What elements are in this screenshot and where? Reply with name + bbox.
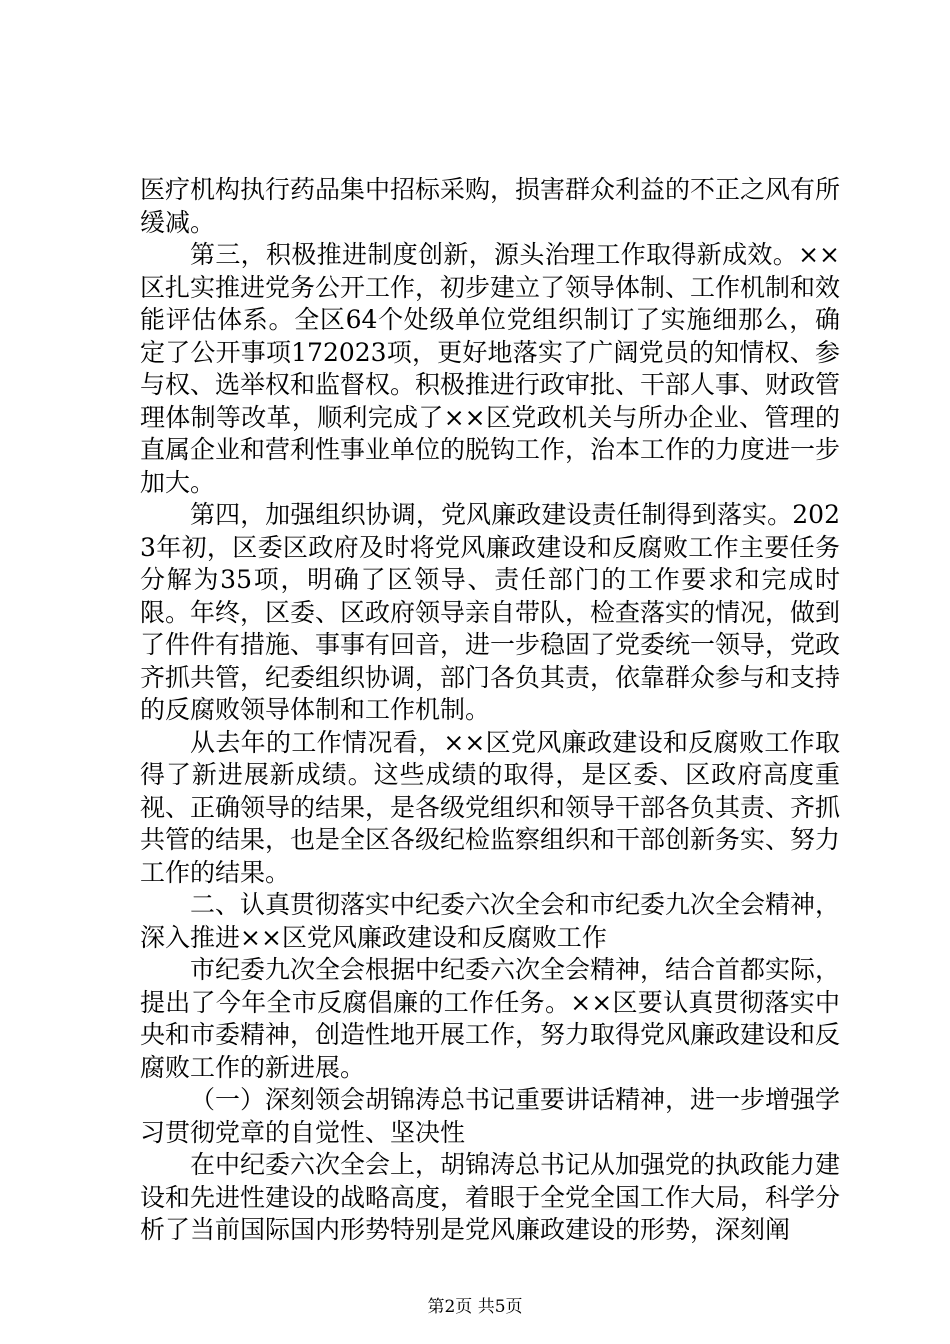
paragraph-6: 在中纪委六次全会上，胡锦涛总书记从加强党的执政能力建设和先进性建设的战略高度，着眼于全党全国工作大局，科学分析了当前国际国内形势特别是党风廉政建设的形势，深刻阐 bbox=[140, 1150, 841, 1244]
document-body bbox=[140, 174, 840, 1247]
paragraph-1: 医疗机构执行药品集中招标采购，损害群众利益的不正之风有所缓减。 bbox=[140, 175, 841, 237]
paragraph-3: 第四，加强组织协调，党风廉政建设责任制得到落实。2023年初，区委区政府及时将党风廉政建设和反腐败工作主要任务分解为35项，明确了区领导、责任部门的工作要求和完成时限。年终，区委、区政府领导亲自带队，检查落实的情况，做到了件件有措施、事事有回音，进一步稳固了党委统一领导，党政齐抓共管，纪委组织协调，部门各负其责，依靠群众参与和支持的反腐败领导体制和工作机制。 bbox=[140, 500, 841, 724]
paragraph-2: 第三，积极推进制度创新，源头治理工作取得新成效。××区扎实推进党务公开工作，初步建立了领导体制、工作机制和效能评估体系。全区64个处级单位党组织制订了实施细那么，确定了公开事项172023项，更好地落实了广阔党员的知情权、参与权、选举权和监督权。积极推进行政审批、干部人事、财政管理体制等改革，顺利完成了××区党政机关与所办企业、管理的直属企业和营利性事业单位的脱钩工作，治本工作的力度进一步加大。 bbox=[140, 240, 841, 497]
paragraph-5: 市纪委九次全会根据中纪委六次全会精神，结合首都实际，提出了今年全市反腐倡廉的工作任务。××区要认真贯彻落实中央和市委精神，创造性地开展工作，努力取得党风廉政建设和反腐败工作的新进展。 bbox=[140, 955, 841, 1082]
section-heading-2: 二、认真贯彻落实中纪委六次全会和市纪委九次全会精神，深入推进××区党风廉政建设和反腐败工作 bbox=[140, 890, 841, 952]
paragraph-4: 从去年的工作情况看，××区党风廉政建设和反腐败工作取得了新进展新成绩。这些成绩的取得，是区委、区政府高度重视、正确领导的结果，是各级党组织和领导干部各负其责、齐抓共管的结果，也是全区各级纪检监察组织和干部创新务实、努力工作的结果。 bbox=[140, 727, 841, 887]
page-footer: 第2页 共5页 bbox=[427, 1297, 523, 1317]
subsection-heading-1: （一）深刻领会胡锦涛总书记重要讲话精神，进一步增强学习贯彻党章的自觉性、坚决性 bbox=[140, 1085, 841, 1147]
